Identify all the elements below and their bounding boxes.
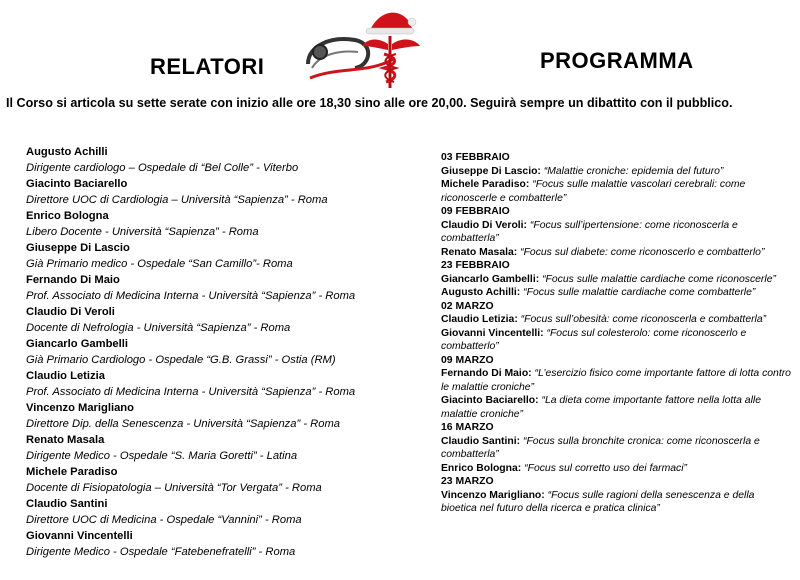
speaker-role: Dirigente Medico - Ospedale “Fatebenefratelli” - Roma: [26, 546, 296, 558]
speaker-item: [26, 144, 416, 176]
talk-title: “Malattie croniche: epidemia del futuro”: [543, 165, 724, 177]
talk-title: “Focus sulle malattie vascolari cerebrali: come riconoscerle e combatterle”: [441, 179, 746, 204]
speaker-item: [26, 336, 416, 368]
santa-hat-pompom: [408, 18, 416, 26]
talk-item: [441, 489, 791, 516]
talk-title: “Focus sul corretto uso dei farmaci”: [524, 462, 687, 474]
programme-day: [441, 354, 791, 422]
programme-day: [441, 475, 791, 516]
talk-item: [441, 327, 791, 354]
talk-item: [441, 165, 791, 179]
speaker-name: Vincenzo Marigliano: [26, 402, 134, 414]
session-date: 23 MARZO: [441, 476, 494, 487]
speaker-item: [26, 208, 416, 240]
stethoscope-chestpiece: [313, 45, 327, 59]
talk-speaker: Giovanni Vincentelli:: [441, 327, 544, 339]
session-date: 09 MARZO: [441, 354, 494, 366]
speaker-item: [26, 464, 416, 496]
speaker-role: Libero Docente - Università “Sapienza” - Roma: [26, 226, 259, 238]
speaker-item: [26, 304, 416, 336]
talk-title: “La dieta come importante fattore nella lotta alle malattie croniche”: [441, 395, 761, 420]
talk-title: “Focus sulle malattie cardiache come riconoscerle”: [542, 273, 776, 285]
speaker-role: Dirigente Medico - Ospedale “S. Maria Goretti” - Latina: [26, 450, 298, 462]
speaker-name: Augusto Achilli: [26, 146, 108, 158]
speaker-name: Giuseppe Di Lascio: [26, 242, 130, 254]
speakers-list: [26, 144, 416, 560]
talk-title: “Focus sul colesterolo: come riconoscerlo e combatterlo”: [441, 327, 747, 352]
talk-title: “Focus sulle ragioni della senescenza e della bioetica nel futuro della ricerca e pratica clinica”: [441, 489, 755, 514]
speaker-name: Michele Paradiso: [26, 466, 118, 478]
talk-speaker: Claudio Di Veroli:: [441, 219, 528, 231]
speaker-item: [26, 400, 416, 432]
talk-speaker: Giuseppe Di Lascio:: [441, 165, 541, 177]
speaker-item: [26, 272, 416, 304]
speaker-role: Prof. Associato di Medicina Interna - Università “Sapienza” - Roma: [26, 290, 356, 302]
programme-day: [441, 151, 791, 205]
programme-day: [441, 421, 791, 475]
speaker-role: Direttore UOC di Medicina - Ospedale “Vannini” - Roma: [26, 514, 302, 526]
caduceus-wing-right: [392, 40, 420, 50]
speaker-item: [26, 432, 416, 464]
session-date: 09 FEBBRAIO: [441, 206, 510, 217]
course-intro: Il Corso si articola su sette serate con inizio alle ore 18,30 sino alle ore 20,00. Seguirà sempre un dibattito con il pubblico.: [6, 96, 733, 110]
speaker-role: Dirigente cardiologo – Ospedale di “Bel Colle” - Viterbo: [26, 162, 299, 174]
speaker-name: Giacinto Baciarello: [26, 178, 128, 190]
speaker-role: Direttore UOC di Cardiologia – Università “Sapienza” - Roma: [26, 194, 328, 206]
speaker-item: [26, 240, 416, 272]
speaker-name: Enrico Bologna: [26, 210, 109, 222]
talk-title: “Focus sulla bronchite cronica: come riconoscerla e combatterla”: [441, 435, 760, 460]
talk-title: “L’esercizio fisico come importante fattore di lotta contro le malattie croniche”: [441, 368, 791, 393]
speaker-role: Già Primario Cardiologo - Ospedale “G.B. Grassi” - Ostia (RM): [26, 354, 336, 366]
talk-item: [441, 435, 791, 462]
speaker-item: [26, 496, 416, 528]
talk-speaker: Renato Masala:: [441, 246, 518, 258]
talk-item: [441, 246, 791, 260]
speaker-name: Giovanni Vincentelli: [26, 530, 133, 542]
programme-day: [441, 300, 791, 354]
speaker-name: Renato Masala: [26, 434, 105, 446]
talk-item: [441, 394, 791, 421]
speaker-role: Prof. Associato di Medicina Interna - Università “Sapienza” - Roma: [26, 386, 356, 398]
speaker-name: Giancarlo Gambelli: [26, 338, 128, 350]
talk-title: “Focus sull’obesità: come riconoscerla e combatterla”: [520, 314, 767, 325]
talk-title: “Focus sul diabete: come riconoscerlo e combatterlo”: [520, 246, 765, 258]
speaker-role: Direttore Dip. della Senescenza - Università “Sapienza” - Roma: [26, 418, 341, 430]
talk-title: “Focus sulle malattie cardiache come combatterle”: [523, 287, 756, 298]
session-date: 02 MARZO: [441, 300, 494, 312]
talk-item: [441, 273, 791, 287]
speaker-item: [26, 368, 416, 400]
session-date: 16 MARZO: [441, 422, 494, 433]
programme-day: [441, 259, 791, 300]
talk-speaker: Vincenzo Marigliano:: [441, 489, 545, 501]
programme-day: [441, 205, 791, 259]
talk-item: [441, 367, 791, 394]
talk-title: “Focus sull’ipertensione: come riconoscerla e combatterla”: [441, 219, 738, 244]
talk-speaker: Augusto Achilli:: [441, 287, 521, 298]
talk-item: [441, 219, 791, 246]
talk-item: [441, 462, 791, 476]
programme-list: [441, 151, 791, 516]
talk-item: [441, 286, 791, 300]
speaker-name: Fernando Di Maio: [26, 274, 120, 286]
talk-speaker: Enrico Bologna:: [441, 462, 522, 474]
session-date: 23 FEBBRAIO: [441, 260, 510, 271]
speaker-role: Docente di Fisiopatologia – Università “Tor Vergata” - Roma: [26, 482, 322, 494]
caduceus-stethoscope-santa-hat-icon: [300, 6, 440, 92]
santa-hat: [370, 13, 412, 30]
speaker-role: Docente di Nefrologia - Università “Sapienza” - Roma: [26, 322, 291, 334]
speaker-item: [26, 528, 416, 560]
speaker-role: Già Primario medico - Ospedale “San Camillo”- Roma: [26, 258, 293, 270]
speaker-name: Claudio Di Veroli: [26, 306, 115, 318]
santa-hat-brim: [366, 28, 414, 34]
talk-item: [441, 178, 791, 205]
programma-heading: PROGRAMMA: [540, 48, 694, 73]
talk-speaker: Giancarlo Gambelli:: [441, 273, 540, 285]
speaker-name: Claudio Santini: [26, 498, 108, 510]
speaker-item: [26, 176, 416, 208]
talk-speaker: Claudio Santini:: [441, 435, 521, 447]
talk-speaker: Michele Paradiso:: [441, 179, 530, 190]
talk-speaker: Fernando Di Maio:: [441, 368, 532, 379]
relatori-heading: RELATORI: [150, 54, 265, 79]
speaker-name: Claudio Letizia: [26, 370, 105, 382]
talk-item: [441, 313, 791, 327]
talk-speaker: Giacinto Baciarello:: [441, 395, 539, 406]
talk-speaker: Claudio Letizia:: [441, 314, 518, 325]
session-date: 03 FEBBRAIO: [441, 152, 510, 163]
